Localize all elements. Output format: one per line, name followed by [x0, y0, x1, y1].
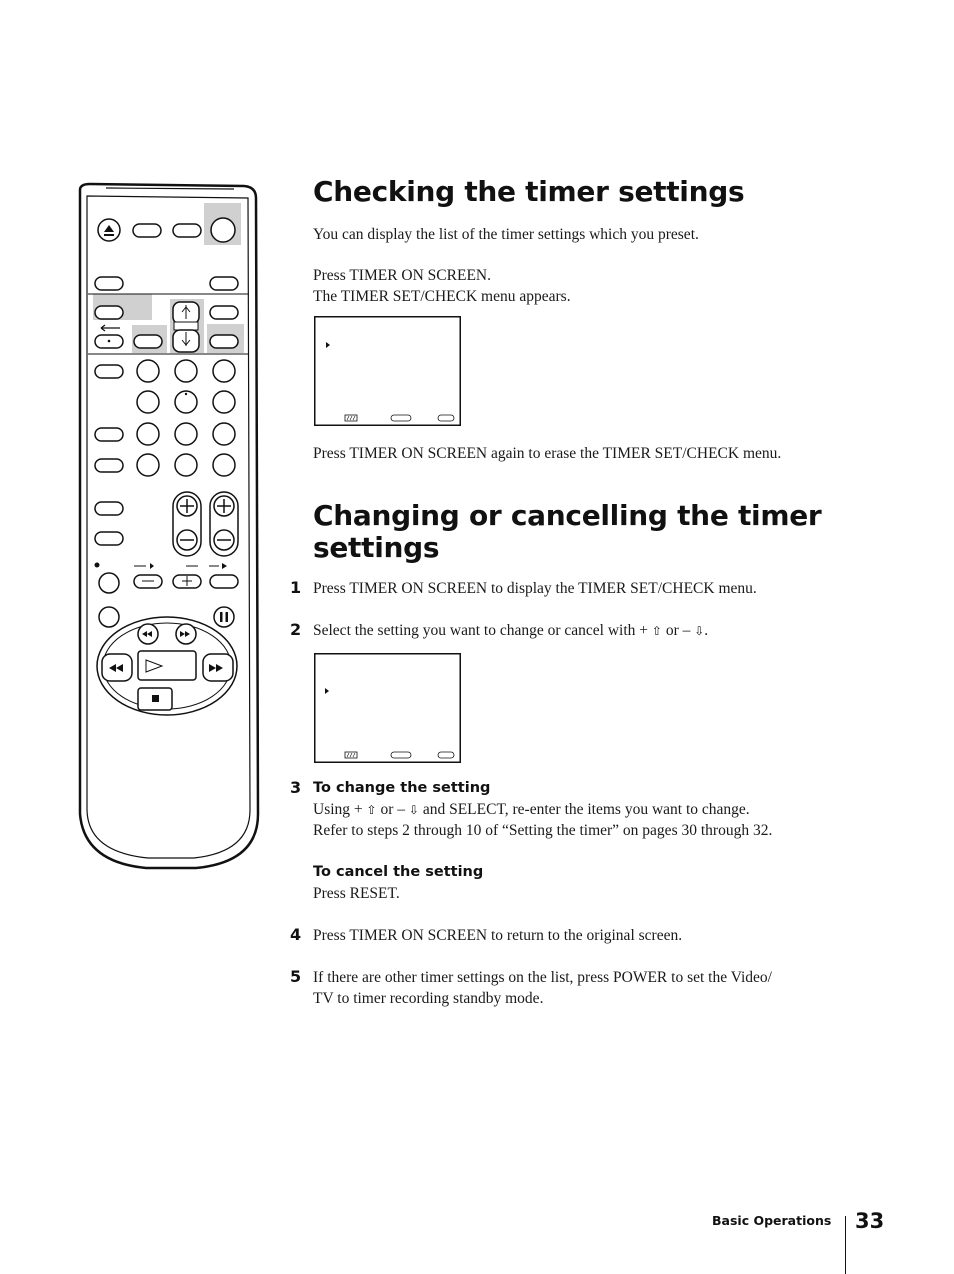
up-arrow-icon: ⇧ [366, 803, 377, 817]
step-number-4: 4 [290, 925, 302, 944]
change-setting-reference: Refer to steps 2 through 10 of “Setting the timer” on pages 30 through 32. [313, 822, 773, 839]
section-title-checking: Checking the timer settings [313, 175, 745, 208]
change-setting-heading: To change the setting [313, 780, 491, 796]
down-arrow-icon: ⇩ [408, 803, 419, 817]
intro-text: You can display the list of the timer settings which you preset. [313, 226, 699, 243]
section-title-changing-line1: Changing or cancelling the timer [313, 499, 822, 532]
cancel-setting-heading: To cancel the setting [313, 864, 484, 880]
instruction-again: Press TIMER ON SCREEN again to erase the TIMER SET/CHECK menu. [313, 445, 782, 462]
remote-control-illustration [76, 182, 262, 872]
footer-divider [845, 1216, 846, 1274]
step-number-5: 5 [290, 967, 302, 986]
step-1-text: Press TIMER ON SCREEN to display the TIMER SET/CHECK menu. [313, 580, 757, 597]
instruction-appears: The TIMER SET/CHECK menu appears. [313, 288, 571, 305]
change-setting-text: Using + ⇧ or – ⇩ and SELECT, re-enter the items you want to change. [313, 801, 750, 818]
down-arrow-icon: ⇩ [694, 624, 705, 638]
page-number: 33 [855, 1209, 885, 1233]
step-number-3: 3 [290, 778, 302, 797]
step-4-text: Press TIMER ON SCREEN to return to the original screen. [313, 927, 683, 944]
tv-screen-illustration-2 [314, 653, 461, 763]
step-number-2: 2 [290, 620, 302, 639]
cancel-setting-text: Press RESET. [313, 885, 400, 902]
instruction-press: Press TIMER ON SCREEN. [313, 267, 491, 284]
step-number-1: 1 [290, 578, 302, 597]
section-title-changing-line2: settings [313, 531, 440, 564]
step-2-text: Select the setting you want to change or cancel with + ⇧ or – ⇩. [313, 622, 709, 639]
step-5-text-line2: TV to timer recording standby mode. [313, 990, 544, 1007]
footer-section-label: Basic Operations [712, 1213, 832, 1228]
tv-screen-illustration-1 [314, 316, 461, 426]
step-5-text-line1: If there are other timer settings on the list, press POWER to set the Video/ [313, 969, 772, 986]
up-arrow-icon: ⇧ [651, 624, 662, 638]
